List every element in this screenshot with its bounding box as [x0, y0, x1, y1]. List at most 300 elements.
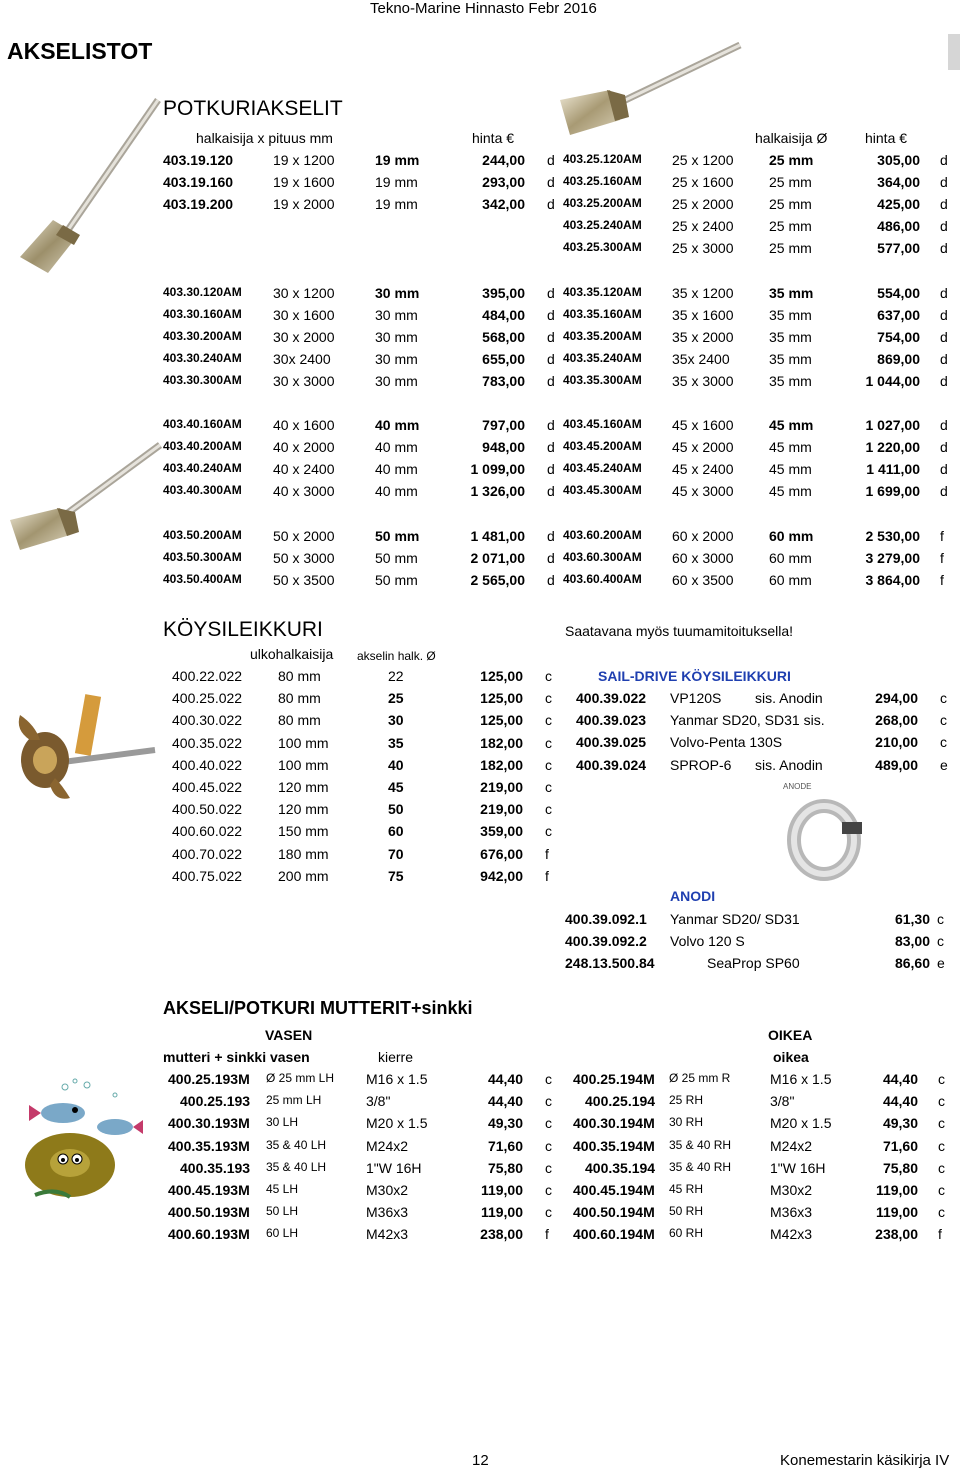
shaft-row-right: [0, 174, 960, 194]
price-code: d: [547, 285, 555, 301]
diameter: 35 mm: [769, 285, 814, 301]
outer-diameter: 200 mm: [278, 867, 329, 884]
product-code: 400.70.022: [172, 845, 243, 862]
availability-note: Saatavana myös tuumamitoituksella!: [565, 623, 793, 639]
product-code: 403.30.160AM: [163, 307, 242, 321]
dimensions: 45 x 1600: [672, 417, 734, 433]
diameter: 50 mm: [375, 550, 418, 566]
price-code: d: [940, 351, 948, 367]
product-code: 403.40.160AM: [163, 417, 242, 431]
product-code: 400.39.022: [576, 690, 647, 706]
column-header-dimensions-left: halkaisija x pituus mm: [196, 130, 333, 146]
product-code: 403.45.240AM: [563, 461, 642, 475]
right-size: 25 RH: [669, 1093, 704, 1108]
shaft-row-right: [0, 329, 960, 349]
product-code: 403.25.160AM: [563, 174, 642, 188]
dimensions: 50 x 3500: [273, 572, 335, 588]
price: 294,00: [875, 690, 918, 706]
dimensions: 40 x 3000: [273, 483, 335, 499]
right-price-code: c: [938, 1182, 945, 1198]
price: 1 699,00: [865, 483, 920, 499]
document-header: Tekno-Marine Hinnasto Febr 2016: [370, 0, 597, 17]
price: 1 099,00: [470, 461, 525, 477]
right-price: 44,40: [882, 1071, 918, 1087]
shaft-row-right: [0, 285, 960, 305]
diameter: 19 mm: [375, 174, 418, 190]
right-thread: M16 x 1.5: [770, 1071, 832, 1087]
anode-row: [0, 933, 960, 953]
product-code: 403.25.200AM: [563, 196, 642, 210]
diameter: 45 mm: [769, 483, 812, 499]
price-code: c: [940, 712, 947, 729]
price-code: c: [937, 911, 944, 927]
diameter: 50 mm: [375, 572, 418, 588]
diameter: 40 mm: [375, 439, 418, 455]
price-code: d: [547, 196, 555, 212]
price-code: d: [547, 439, 555, 455]
price: 783,00: [482, 373, 525, 389]
price: 425,00: [877, 196, 920, 212]
product-code: 403.45.300AM: [563, 483, 642, 497]
left-code: 400.50.193M: [168, 1204, 250, 1221]
shaft-diameter: 70: [388, 845, 404, 862]
price-code: d: [547, 572, 555, 588]
column-header-thread: kierre: [378, 1049, 414, 1065]
right-code: 400.30.194M: [573, 1115, 655, 1132]
price: 342,00: [482, 196, 525, 212]
page-number: 12: [472, 1452, 489, 1469]
right-price: 71,60: [882, 1137, 918, 1154]
product-code: 403.25.240AM: [563, 218, 642, 232]
diameter: 25 mm: [769, 152, 814, 168]
price-code: d: [940, 373, 948, 389]
right-price-code: c: [938, 1137, 945, 1154]
price-code: c: [545, 779, 552, 795]
product-code: 400.75.022: [172, 867, 243, 884]
product-code: 403.35.240AM: [563, 351, 642, 365]
left-price: 238,00: [480, 1226, 523, 1243]
dimensions: 60 x 2000: [672, 528, 734, 544]
left-thread: M36x3: [366, 1204, 409, 1221]
product-code: 248.13.500.84: [565, 955, 655, 971]
price-code: c: [940, 734, 947, 751]
price: 577,00: [877, 240, 920, 256]
right-price: 238,00: [875, 1226, 918, 1243]
price-code: d: [547, 307, 555, 323]
column-header-diameter-right: halkaisija Ø: [755, 130, 828, 146]
product-code: 400.22.022: [172, 668, 243, 684]
left-price-code: f: [545, 1226, 549, 1243]
right-price-code: c: [938, 1071, 945, 1087]
outer-diameter: 80 mm: [278, 712, 321, 729]
dimensions: 35 x 1200: [672, 285, 734, 301]
section-title-mutterit: AKSELI/POTKURI MUTTERIT+sinkki: [163, 998, 473, 1018]
dimensions: 30 x 1200: [273, 285, 335, 301]
dimensions: 25 x 1200: [672, 152, 734, 168]
model: SPROP-6: [670, 756, 732, 773]
price-code: c: [545, 734, 552, 751]
product-code: 403.35.200AM: [563, 329, 642, 343]
price: 754,00: [877, 329, 920, 345]
left-price-code: c: [545, 1204, 552, 1221]
product-code: 400.40.022: [172, 756, 243, 773]
product-code: 403.35.300AM: [563, 373, 642, 387]
price-code: d: [940, 417, 948, 433]
left-price: 119,00: [480, 1182, 523, 1198]
dimensions: 25 x 2400: [672, 218, 734, 234]
price: 2 071,00: [470, 550, 525, 566]
left-size: 60 LH: [266, 1226, 299, 1241]
left-size: 35 & 40 LH: [266, 1159, 327, 1174]
price: 1 481,00: [470, 528, 525, 544]
diameter: 30 mm: [375, 285, 420, 301]
product-code: 403.50.200AM: [163, 528, 242, 542]
diameter: 60 mm: [769, 550, 812, 566]
price: 210,00: [875, 734, 918, 751]
price-code: d: [547, 152, 555, 168]
price-code: d: [547, 461, 555, 477]
price: 61,30: [894, 911, 930, 927]
diameter: 60 mm: [769, 528, 814, 544]
left-size: 25 mm LH: [266, 1093, 322, 1108]
price: 2 530,00: [865, 528, 920, 544]
diameter: 40 mm: [375, 483, 418, 499]
column-header-nut-right: oikea: [773, 1049, 809, 1065]
dimensions: 40 x 2000: [273, 439, 335, 455]
dimensions: 19 x 2000: [273, 196, 335, 212]
outer-diameter: 120 mm: [278, 801, 329, 818]
price: 359,00: [480, 823, 523, 840]
price-code: c: [545, 690, 552, 707]
left-price-code: c: [545, 1115, 552, 1132]
diameter: 30 mm: [375, 351, 418, 367]
price: 942,00: [480, 867, 523, 884]
dimensions: 50 x 3000: [273, 550, 335, 566]
right-price-code: c: [938, 1093, 945, 1110]
diameter: 45 mm: [769, 439, 812, 455]
left-size: 45 LH: [266, 1182, 299, 1196]
shaft-diameter: 35: [388, 734, 404, 751]
price-code: d: [940, 196, 948, 212]
price-code: d: [940, 329, 948, 345]
price-code: c: [937, 933, 944, 949]
price: 83,00: [894, 933, 930, 949]
price: 293,00: [482, 174, 525, 190]
right-thread: M30x2: [770, 1182, 813, 1198]
left-code: 400.45.193M: [168, 1182, 250, 1198]
left-size: 50 LH: [266, 1204, 299, 1219]
model: SeaProp SP60: [707, 955, 800, 971]
dimensions: 19 x 1600: [273, 174, 335, 190]
column-header-shaft-diameter: akselin halk. Ø: [357, 649, 436, 663]
diameter: 35 mm: [769, 373, 812, 389]
product-code: 400.39.023: [576, 712, 647, 729]
section-title-koysileikkuri: KÖYSILEIKKURI: [163, 618, 323, 641]
shaft-diameter: 30: [388, 712, 404, 729]
product-code: 403.19.120: [163, 152, 234, 168]
price: 182,00: [480, 756, 523, 773]
product-code: 403.40.300AM: [163, 483, 242, 497]
product-code: 403.45.200AM: [563, 439, 642, 453]
price: 797,00: [482, 417, 525, 433]
diameter: 35 mm: [769, 329, 812, 345]
diameter: 19 mm: [375, 152, 420, 168]
right-code: 400.35.194: [585, 1159, 656, 1176]
price-code: f: [940, 528, 944, 544]
product-code: 403.19.200: [163, 196, 234, 212]
product-code: 400.39.025: [576, 734, 647, 751]
left-heading-vasen: VASEN: [265, 1027, 313, 1043]
right-thread: M36x3: [770, 1204, 813, 1221]
left-size: 30 LH: [266, 1115, 299, 1130]
product-code: 403.35.120AM: [563, 285, 642, 299]
dimensions: 25 x 3000: [672, 240, 734, 256]
nut-row: [0, 1226, 960, 1246]
right-size: 45 RH: [669, 1182, 704, 1196]
left-price: 44,40: [487, 1071, 523, 1087]
product-code: 403.30.120AM: [163, 285, 242, 299]
price-code: c: [940, 690, 947, 706]
dimensions: 35x 2400: [672, 351, 730, 367]
product-code: 400.60.022: [172, 823, 243, 840]
left-price: 49,30: [487, 1115, 523, 1132]
price: 3 279,00: [865, 550, 920, 566]
diameter: 30 mm: [375, 373, 418, 389]
page-tab-marker: [948, 34, 960, 70]
diameter: 19 mm: [375, 196, 418, 212]
right-size: 60 RH: [669, 1226, 704, 1241]
right-code: 400.45.194M: [573, 1182, 655, 1198]
outer-diameter: 150 mm: [278, 823, 329, 840]
right-code: 400.25.194: [585, 1093, 656, 1110]
right-price-code: c: [938, 1115, 945, 1132]
right-code: 400.25.194M: [573, 1071, 655, 1087]
anode-ring-image: [782, 792, 867, 882]
left-size: 35 & 40 LH: [266, 1137, 327, 1152]
diameter: 25 mm: [769, 240, 812, 256]
product-code: 400.25.022: [172, 690, 243, 707]
right-price: 75,80: [882, 1159, 918, 1176]
price: 1 411,00: [866, 461, 920, 477]
dimensions: 40 x 2400: [273, 461, 335, 477]
shaft-diameter: 22: [388, 668, 404, 684]
dimensions: 30 x 3000: [273, 373, 335, 389]
price: 1 027,00: [865, 417, 920, 433]
price: 364,00: [877, 174, 920, 190]
price: 86,60: [894, 955, 930, 971]
diameter: 30 mm: [375, 329, 418, 345]
right-price-code: c: [938, 1159, 945, 1176]
right-thread: M20 x 1.5: [770, 1115, 832, 1132]
diameter: 30 mm: [375, 307, 418, 323]
price: 125,00: [480, 668, 523, 684]
price-code: d: [547, 174, 555, 190]
shaft-row-right: [0, 351, 960, 371]
model: Yanmar SD20, SD31 sis.: [670, 712, 825, 729]
shaft-row-right: [0, 439, 960, 459]
column-header-price-left: hinta €: [472, 130, 515, 146]
right-price: 119,00: [875, 1204, 918, 1221]
diameter: 35 mm: [769, 307, 812, 323]
column-header-outer-diameter: ulkohalkaisija: [250, 646, 334, 662]
product-code: 403.45.160AM: [563, 417, 642, 431]
left-code: 400.35.193M: [168, 1137, 250, 1154]
model: VP120S: [670, 690, 722, 706]
anodi-title: ANODI: [670, 888, 716, 904]
price: 244,00: [482, 152, 525, 168]
shaft-diameter: 50: [388, 801, 404, 818]
price-code: d: [547, 351, 555, 367]
product-code: 400.39.024: [576, 756, 647, 773]
product-code: 403.30.200AM: [163, 329, 242, 343]
right-price: 49,30: [882, 1115, 918, 1132]
left-code: 400.25.193: [180, 1093, 251, 1110]
shaft-diameter: 40: [388, 756, 404, 773]
product-code: 403.50.300AM: [163, 550, 242, 564]
dimensions: 60 x 3000: [672, 550, 734, 566]
left-code: 400.30.193M: [168, 1115, 250, 1132]
left-code: 400.25.193M: [168, 1071, 250, 1087]
shaft-row-right: [0, 528, 960, 548]
shaft-diameter: 45: [388, 779, 404, 795]
shaft-diameter: 25: [388, 690, 404, 707]
price: 554,00: [877, 285, 920, 301]
product-code: 400.30.022: [172, 712, 243, 729]
dimensions: 35 x 1600: [672, 307, 734, 323]
left-price-code: c: [545, 1182, 552, 1198]
price-code: f: [940, 550, 944, 566]
price-code: d: [547, 329, 555, 345]
price: 219,00: [480, 801, 523, 818]
right-size: 35 & 40 RH: [669, 1137, 732, 1152]
right-thread: M24x2: [770, 1137, 813, 1154]
price: 869,00: [877, 351, 920, 367]
price: 268,00: [875, 712, 918, 729]
price: 395,00: [482, 285, 525, 301]
model: Volvo-Penta 130S: [670, 734, 783, 751]
price-code: d: [940, 285, 948, 301]
price-code: c: [545, 712, 552, 729]
shaft-row-right: [0, 572, 960, 592]
price-code: d: [547, 483, 555, 499]
diameter: 40 mm: [375, 417, 420, 433]
price: 655,00: [482, 351, 525, 367]
left-thread: 1"W 16H: [366, 1159, 422, 1176]
price-code: d: [940, 307, 948, 323]
right-code: 400.50.194M: [573, 1204, 655, 1221]
product-code: 403.25.300AM: [563, 240, 642, 254]
left-price-code: c: [545, 1137, 552, 1154]
shaft-row-right: [0, 196, 960, 216]
price: 3 864,00: [865, 572, 920, 588]
price-code: d: [940, 439, 948, 455]
left-thread: M20 x 1.5: [366, 1115, 428, 1132]
shaft-diameter: 75: [388, 867, 404, 884]
left-code: 400.60.193M: [168, 1226, 250, 1243]
right-size: 30 RH: [669, 1115, 704, 1130]
left-price: 44,40: [487, 1093, 523, 1110]
product-code: 403.60.400AM: [563, 572, 642, 586]
price-code: c: [545, 823, 552, 840]
left-price-code: c: [545, 1159, 552, 1176]
dimensions: 30x 2400: [273, 351, 331, 367]
product-code: 403.40.240AM: [163, 461, 242, 475]
price: 484,00: [482, 307, 525, 323]
product-code: 400.35.022: [172, 734, 243, 751]
price-code: d: [547, 528, 555, 544]
right-price: 44,40: [882, 1093, 918, 1110]
right-thread: M42x3: [770, 1226, 813, 1243]
dimensions: 25 x 2000: [672, 196, 734, 212]
left-size: Ø 25 mm LH: [266, 1071, 335, 1085]
product-code: 400.45.022: [172, 779, 243, 795]
shaft-row-right: [0, 417, 960, 437]
price: 125,00: [480, 690, 523, 707]
anode-note: sis. Anodin: [755, 690, 823, 706]
dimensions: 35 x 2000: [672, 329, 734, 345]
right-price-code: f: [938, 1226, 942, 1243]
left-price: 75,80: [487, 1159, 523, 1176]
rope-cutter-propeller-image: [10, 690, 160, 805]
rope-cutter-row: [0, 668, 960, 688]
product-code: 403.19.160: [163, 174, 234, 190]
right-thread: 3/8": [770, 1093, 795, 1110]
saildrive-title: SAIL-DRIVE KÖYSILEIKKURI: [598, 668, 791, 684]
diameter: 25 mm: [769, 196, 812, 212]
dimensions: 60 x 3500: [672, 572, 734, 588]
price-code: d: [940, 174, 948, 190]
diameter: 45 mm: [769, 461, 812, 477]
anode-note: sis. Anodin: [755, 756, 823, 773]
product-code: 403.25.120AM: [563, 152, 642, 166]
product-code: 400.50.022: [172, 801, 243, 818]
page-title: AKSELISTOT: [7, 38, 153, 64]
price: 676,00: [480, 845, 523, 862]
product-code: 403.60.300AM: [563, 550, 642, 564]
shaft-diameter: 60: [388, 823, 404, 840]
right-size: Ø 25 mm R: [669, 1071, 731, 1085]
shaft-row-right: [0, 483, 960, 503]
diameter: 60 mm: [769, 572, 812, 588]
column-header-price-right: hinta €: [865, 130, 908, 146]
product-code: 403.40.200AM: [163, 439, 242, 453]
diameter: 35 mm: [769, 351, 812, 367]
price-code: c: [545, 801, 552, 818]
price-code: f: [545, 845, 549, 862]
book-title: Konemestarin käsikirja IV: [780, 1452, 950, 1469]
dimensions: 45 x 2400: [672, 461, 734, 477]
dimensions: 45 x 2000: [672, 439, 734, 455]
diameter: 25 mm: [769, 174, 812, 190]
propeller-shaft-image-2: [545, 35, 745, 140]
right-code: 400.60.194M: [573, 1226, 655, 1243]
right-price: 119,00: [875, 1182, 918, 1198]
outer-diameter: 80 mm: [278, 668, 321, 684]
left-price: 119,00: [480, 1204, 523, 1221]
dimensions: 50 x 2000: [273, 528, 335, 544]
price: 486,00: [877, 218, 920, 234]
price: 305,00: [877, 152, 920, 168]
shaft-row-right: [0, 152, 960, 172]
left-price-code: c: [545, 1071, 552, 1087]
price-code: c: [545, 668, 552, 684]
outer-diameter: 100 mm: [278, 734, 329, 751]
product-code: 403.60.200AM: [563, 528, 642, 542]
price-code: d: [547, 417, 555, 433]
price: 568,00: [482, 329, 525, 345]
left-thread: M30x2: [366, 1182, 409, 1198]
product-code: 400.39.092.1: [565, 911, 647, 927]
